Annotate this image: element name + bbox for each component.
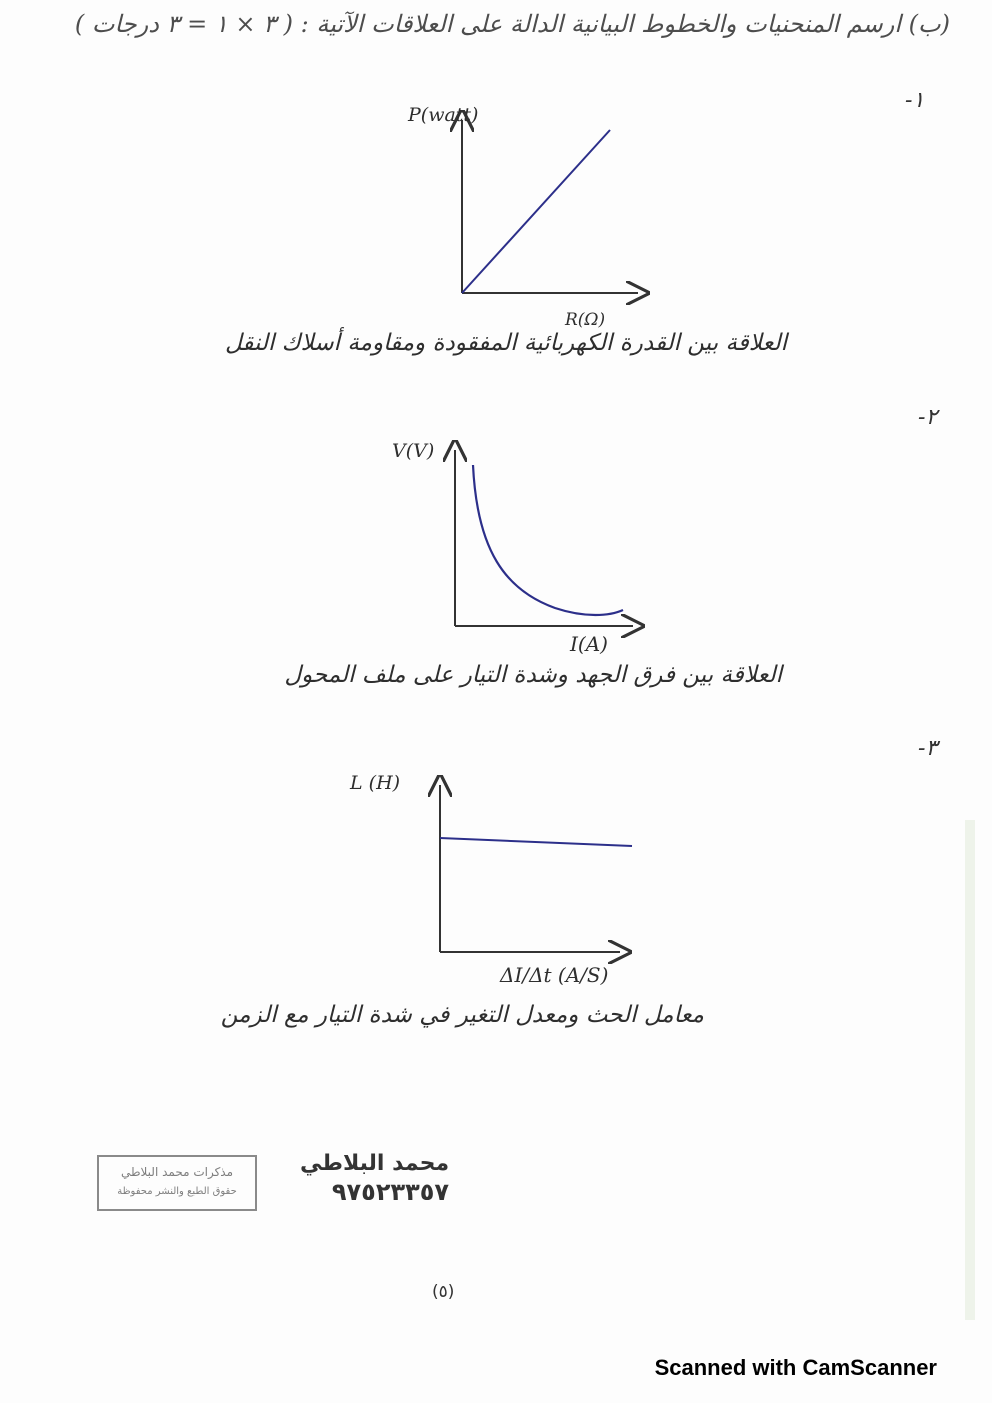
question-2-number: ٢-	[918, 405, 938, 430]
graph-3	[425, 775, 645, 965]
graph-1-line	[462, 130, 610, 293]
author-phone: ٩٧٥٢٣٣٥٧	[331, 1178, 450, 1206]
graph-3-line	[440, 838, 632, 846]
scan-edge-shadow	[965, 820, 975, 1320]
stamp-line-2: حقوق الطبع والنشر محفوظة	[117, 1186, 237, 1197]
graph-2	[435, 440, 655, 640]
graph-2-curve	[473, 465, 623, 615]
question-1-number: ١-	[905, 88, 925, 113]
stamp-line-1: مذكرات محمد البلاطي	[120, 1165, 234, 1179]
question-header: (ب) ارسم المنحنيات والخطوط البيانية الدالة على العلاقات الآتية : ( ٣ × ١ = ٣ درجات )	[74, 10, 950, 38]
graph-1	[440, 110, 660, 310]
page-number: (٥)	[432, 1282, 455, 1302]
author-name: محمد البلاطي	[300, 1151, 450, 1176]
graph-2-y-label: V(V)	[392, 440, 435, 462]
graph-1-y-label: P(watt)	[408, 104, 479, 126]
scanner-footer: Scanned with CamScanner	[654, 1355, 937, 1380]
copyright-stamp	[97, 1155, 257, 1211]
graph-2-x-label: I(A)	[570, 632, 608, 656]
graph-1-x-label: R(Ω)	[565, 310, 606, 330]
graph-3-caption: معامل الحث ومعدل التغير في شدة التيار مع الزمن	[220, 1002, 704, 1028]
question-3-number: ٣-	[918, 736, 938, 761]
graph-3-x-label: ΔI/Δt (A/S)	[500, 963, 609, 987]
author-signature	[300, 1150, 449, 1206]
graph-3-y-label: L (H)	[350, 772, 401, 794]
graph-1-caption: العلاقة بين القدرة الكهربائية المفقودة ومقاومة أسلاك النقل	[224, 330, 787, 356]
graph-2-caption: العلاقة بين فرق الجهد وشدة التيار على ملف المحول	[284, 662, 782, 688]
